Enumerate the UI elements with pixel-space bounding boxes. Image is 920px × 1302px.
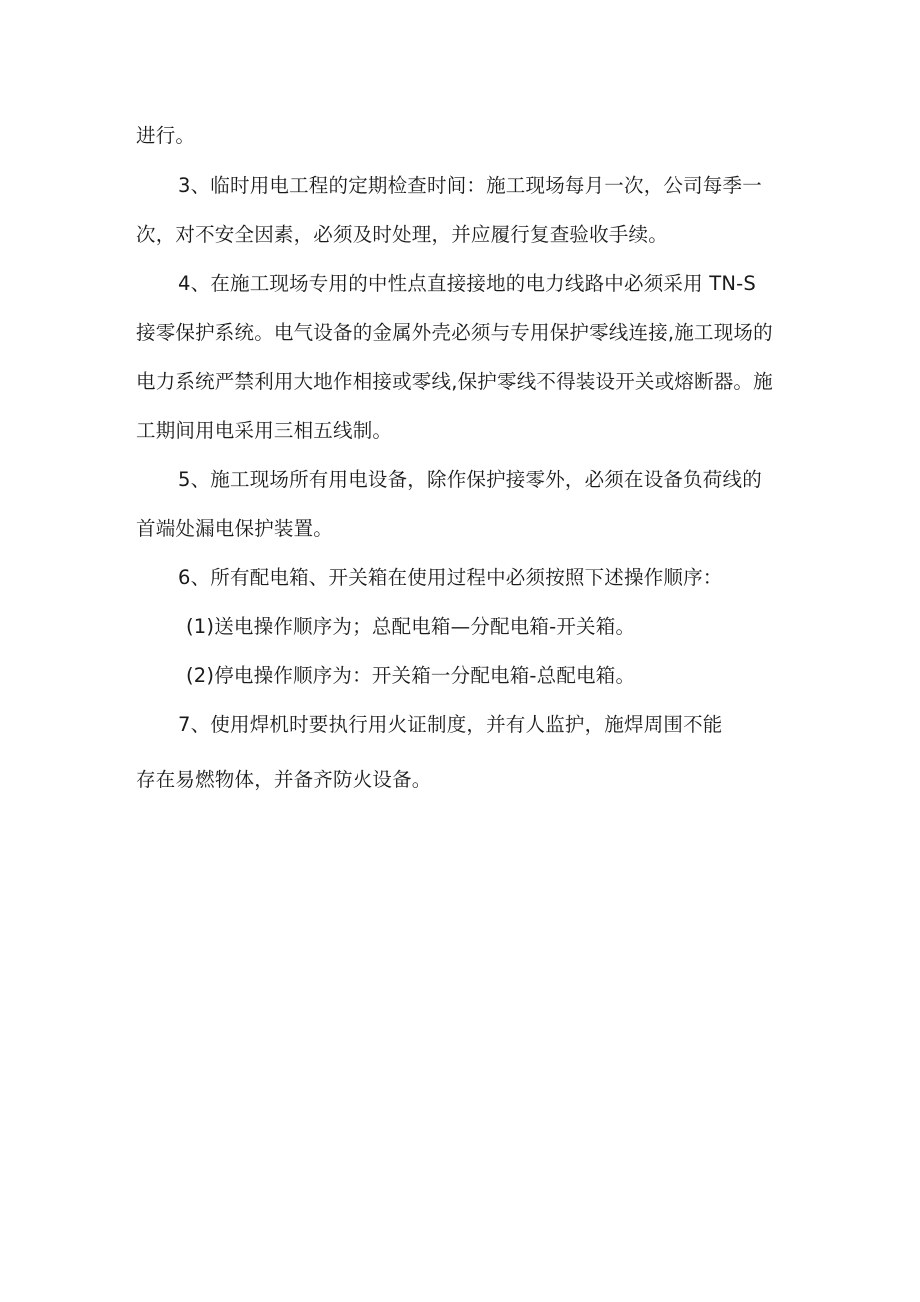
text-line-item-4-cont-2: 电力系统严禁利用大地作相接或零线,保护零线不得装设开关或熔断器。施 [136, 370, 773, 393]
text-line-item-4-cont-1: 接零保护系统。电气设备的金属外壳必须与专用保护零线连接,施工现场的 [136, 321, 773, 344]
text-line-item-4-cont-3: 工期间用电采用三相五线制。 [136, 419, 393, 442]
text-line-item-6-sub-1: (1)送电操作顺序为；总配电箱—分配电箱-开关箱。 [186, 615, 636, 638]
text-line-item-3: 3、临时用电工程的定期检查时间：施工现场每月一次，公司每季一 [178, 174, 762, 197]
text-line-item-6: 6、所有配电箱、开关箱在使用过程中必须按照下述操作顺序： [178, 566, 723, 589]
text-line-continuation: 进行。 [136, 124, 196, 147]
text-line-item-7-cont: 存在易燃物体，并备齐防火设备。 [136, 768, 432, 791]
text-line-item-5: 5、施工现场所有用电设备，除作保护接零外，必须在设备负荷线的 [178, 468, 762, 491]
text-line-item-3-cont: 次，对不安全因素，必须及时处理，并应履行复查验收手续。 [136, 223, 668, 246]
text-line-item-4: 4、在施工现场专用的中性点直接接地的电力线路中必须采用 TN-S [178, 272, 756, 295]
text-line-item-6-sub-2: (2)停电操作顺序为：开关箱一分配电箱-总配电箱。 [186, 664, 636, 687]
text-line-item-7: 7、使用焊机时要执行用火证制度，并有人监护，施焊周围不能 [178, 713, 723, 736]
text-line-item-5-cont: 首端处漏电保护装置。 [136, 517, 334, 540]
